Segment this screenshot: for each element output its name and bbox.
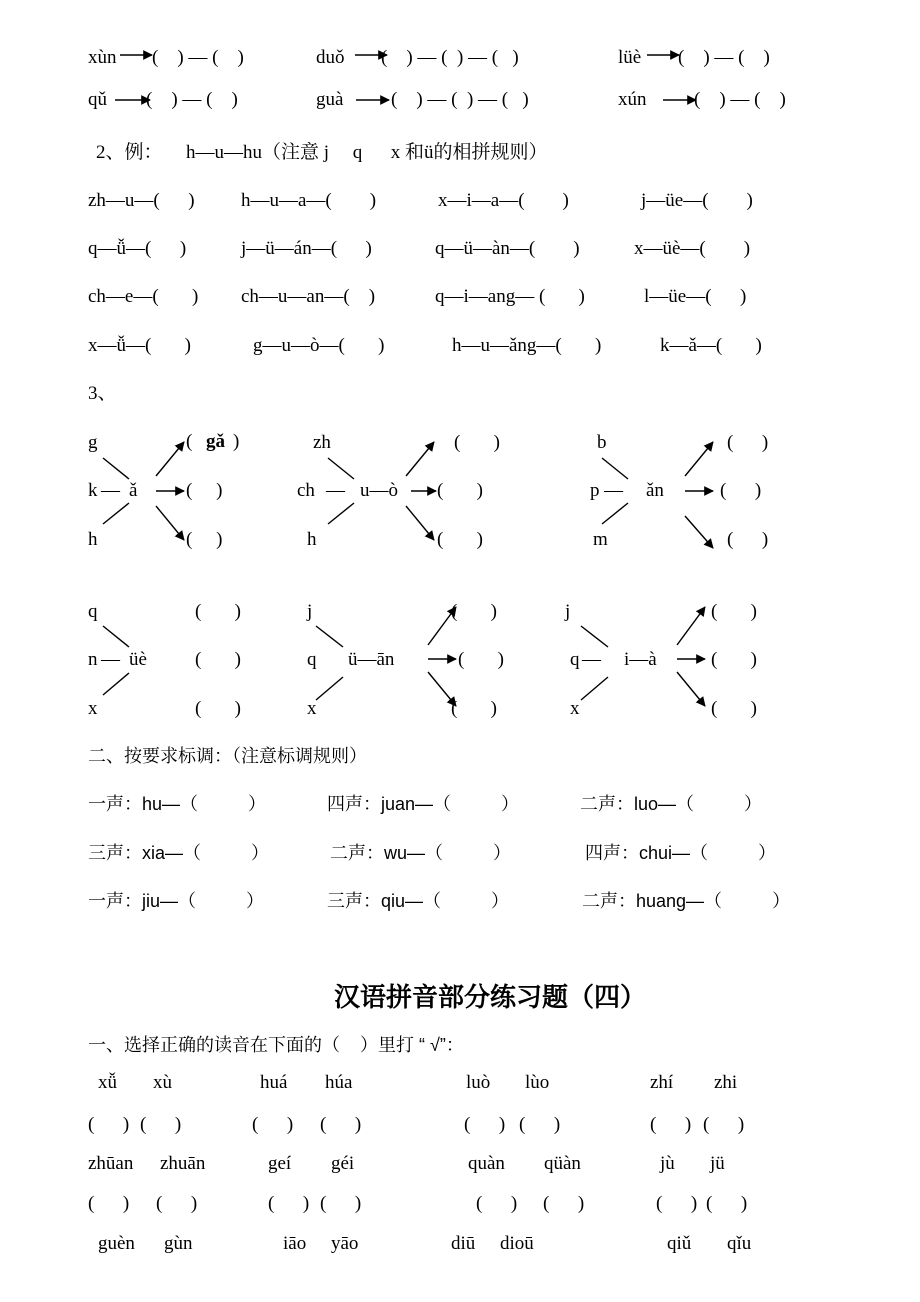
blank-parens: ( ) xyxy=(451,601,497,622)
blank-parens: ( ) xyxy=(186,480,223,501)
spell-item: x—üè—( ) xyxy=(634,238,751,259)
pinyin-option: jü xyxy=(710,1153,725,1174)
final: ü—ān xyxy=(348,649,395,670)
tone-item: 三声：qiu—（ ） xyxy=(327,891,510,911)
blank-parens: ( ) — ( ) — ( ) xyxy=(381,47,519,68)
initial: n xyxy=(88,649,98,670)
blank-parens: ( ) xyxy=(454,432,500,453)
blank-parens: ( ) xyxy=(711,649,757,670)
blank-parens: ( ) — ( ) xyxy=(146,89,238,110)
pinyin-option: zhūan xyxy=(88,1153,134,1174)
tone-item: 四声：juan—（ ） xyxy=(327,794,520,814)
spell-item: j—üe—( ) xyxy=(641,190,753,211)
blank-parens: ( ) xyxy=(706,1193,748,1214)
page-title: 汉语拼音部分练习题（四） xyxy=(333,983,646,1013)
blank-parens: ( ) xyxy=(140,1114,182,1135)
blank-parens: ( ) xyxy=(320,1193,362,1214)
spell-item: h—u—ǎng—( ) xyxy=(452,335,602,356)
spell-item: ch—e—( ) xyxy=(88,286,199,307)
pinyin-option: lùo xyxy=(525,1072,550,1093)
blank-parens: ( ) xyxy=(195,649,241,670)
pinyin-option: zhuān xyxy=(160,1153,206,1174)
syllable: xún xyxy=(618,89,647,110)
final: ǎ xyxy=(129,480,138,501)
final: u—ò xyxy=(360,480,398,501)
tone-item: 二声：luo—（ ） xyxy=(580,794,763,814)
dash: — xyxy=(582,649,601,670)
spell-item: x—ǚ—( ) xyxy=(88,335,191,356)
blank-parens: ( ) xyxy=(711,698,757,719)
dash: — xyxy=(101,480,120,501)
answer-example: gǎ xyxy=(206,431,225,452)
spell-item: g—u—ò—( ) xyxy=(253,335,385,356)
blank-parens: ( ) xyxy=(656,1193,698,1214)
pinyin-option: xù xyxy=(153,1072,172,1093)
initial: h xyxy=(307,529,317,550)
dash: — xyxy=(604,480,623,501)
blank-parens: ( ) xyxy=(88,1193,130,1214)
blank-parens: ( ) xyxy=(703,1114,745,1135)
pinyin-option: jù xyxy=(660,1153,675,1174)
pinyin-option: diū xyxy=(451,1233,476,1254)
blank-parens: ( ) xyxy=(268,1193,310,1214)
spell-item: q—ǚ—( ) xyxy=(88,238,187,259)
spell-item: ch—u—an—( ) xyxy=(241,286,376,307)
pinyin-option: luò xyxy=(466,1072,491,1093)
initial: ch xyxy=(297,480,315,501)
dash: — xyxy=(101,649,120,670)
initial: h xyxy=(88,529,98,550)
spell-item: j—ü—án—( ) xyxy=(241,238,372,259)
pinyin-option: dioū xyxy=(500,1233,534,1254)
blank-parens: ( ) xyxy=(88,1114,130,1135)
initial: j xyxy=(565,601,571,622)
initial: b xyxy=(597,432,607,453)
pinyin-option: xǚ xyxy=(98,1072,117,1093)
initial: x xyxy=(88,698,98,719)
pinyin-option: qiǔ xyxy=(667,1233,692,1254)
blank-parens: ( ) xyxy=(437,480,483,501)
dash: — xyxy=(326,480,345,501)
instruction: 一、选择正确的读音在下面的（ ）里打 “ √”： xyxy=(88,1035,464,1055)
blank-parens: ( ) — ( ) xyxy=(152,47,244,68)
blank-parens: ( ) xyxy=(437,529,483,550)
spell-item: k—ǎ—( ) xyxy=(660,335,762,356)
pinyin-option: geí xyxy=(268,1153,292,1174)
pinyin-option: géi xyxy=(331,1153,355,1174)
spell-item: h—u—a—( ) xyxy=(241,190,377,211)
blank-parens: ( ) xyxy=(252,1114,294,1135)
blank-parens: ( ) xyxy=(519,1114,561,1135)
tone-item: 一声：hu—（ ） xyxy=(88,794,267,814)
tone-item: 二声：huang—（ ） xyxy=(582,891,791,911)
spell-item: q—ü—àn—( ) xyxy=(435,238,580,259)
tone-item: 三声：xia—（ ） xyxy=(88,843,270,863)
blank-parens: ( ) — ( ) — ( ) xyxy=(391,89,529,110)
blank-parens: ( ) xyxy=(543,1193,585,1214)
final: ǎn xyxy=(646,480,664,501)
pinyin-option: huá xyxy=(260,1072,288,1093)
blank-parens: ( ) — ( ) xyxy=(678,47,770,68)
initial: k xyxy=(88,480,98,501)
tone-item: 四声：chui—（ ） xyxy=(585,843,777,863)
blank-parens: ( ) xyxy=(195,698,241,719)
initial: p xyxy=(590,480,600,501)
pinyin-option: qüàn xyxy=(544,1153,581,1174)
initial: q xyxy=(88,601,98,622)
pinyin-option: iāo xyxy=(283,1233,307,1254)
blank-parens: ( ) xyxy=(650,1114,692,1135)
blank-parens: ( ) xyxy=(727,432,769,453)
pinyin-option: guèn xyxy=(98,1233,135,1254)
syllable: xùn xyxy=(88,47,117,68)
initial: j xyxy=(307,601,313,622)
blank-parens: ( ) xyxy=(451,698,497,719)
syllable: qǔ xyxy=(88,89,107,110)
section3-heading: 3、 xyxy=(88,383,117,404)
pinyin-option: quàn xyxy=(468,1153,505,1174)
final: i—à xyxy=(624,649,657,670)
blank-parens: ( ) xyxy=(464,1114,506,1135)
initial: x xyxy=(307,698,317,719)
initial: m xyxy=(593,529,608,550)
spell-item: x—i—a—( ) xyxy=(438,190,569,211)
pinyin-option: zhí xyxy=(650,1072,674,1093)
section-heading: 二、按要求标调：（注意标调规则） xyxy=(88,746,367,766)
initial: zh xyxy=(313,432,331,453)
tone-item: 一声：jiu—（ ） xyxy=(88,891,265,911)
pinyin-option: zhi xyxy=(714,1072,738,1093)
blank-parens: ( ) xyxy=(156,1193,198,1214)
initial: x xyxy=(570,698,580,719)
paren-right: ) xyxy=(233,431,240,452)
pinyin-option: húa xyxy=(325,1072,353,1093)
blank-parens: ( ) xyxy=(720,480,762,501)
pinyin-option: gùn xyxy=(164,1233,193,1254)
blank-parens: ( ) xyxy=(195,601,241,622)
blank-parens: ( ) xyxy=(711,601,757,622)
pinyin-option: qǐu xyxy=(727,1233,752,1254)
blank-parens: ( ) — ( ) xyxy=(694,89,786,110)
spell-item: l—üe—( ) xyxy=(644,286,747,307)
initial: g xyxy=(88,432,98,453)
pinyin-option: yāo xyxy=(331,1233,359,1254)
blank-parens: ( ) xyxy=(320,1114,362,1135)
spell-item: zh—u—( ) xyxy=(88,190,195,211)
example-text: h—u—hu（注意 j q x 和ü的相拼规则） xyxy=(186,142,548,163)
example-heading: 2、例： xyxy=(96,142,163,163)
blank-parens: ( ) xyxy=(476,1193,518,1214)
spell-item: q—i—ang— ( ) xyxy=(435,286,585,307)
initial: q xyxy=(570,649,580,670)
syllable: duǒ xyxy=(316,47,345,68)
tone-item: 二声：wu—（ ） xyxy=(330,843,512,863)
paren-left: ( xyxy=(186,431,193,452)
blank-parens: ( ) xyxy=(186,529,223,550)
blank-parens: ( ) xyxy=(458,649,504,670)
syllable: lüè xyxy=(618,47,642,68)
final: üè xyxy=(129,649,147,670)
initial: q xyxy=(307,649,317,670)
syllable: guà xyxy=(316,89,344,110)
blank-parens: ( ) xyxy=(727,529,769,550)
